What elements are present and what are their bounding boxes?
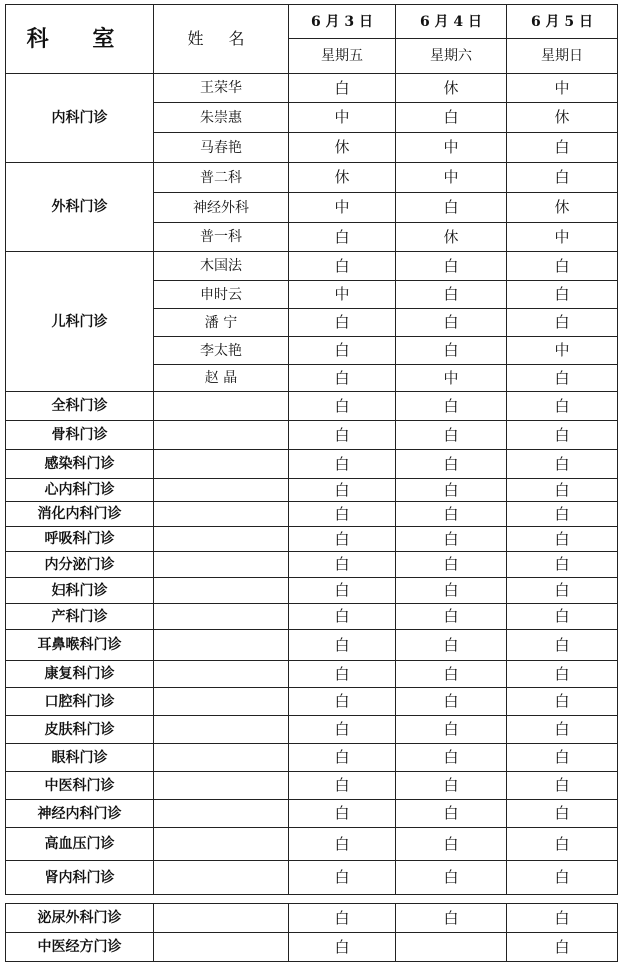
staff-name-cell [154,744,289,772]
department-cell: 中医经方门诊 [6,933,154,962]
department-cell: 产科门诊 [6,604,154,630]
schedule-body [6,5,618,895]
department-cell: 骨科门诊 [6,421,154,450]
table-row [6,828,618,861]
shift-cell: 白 [507,688,618,716]
staff-name-cell [154,502,289,527]
department-cell: 全科门诊 [6,392,154,421]
department-cell: 中医科门诊 [6,772,154,800]
staff-name-cell [154,421,289,450]
shift-cell: 白 [289,861,396,895]
shift-cell: 白 [507,365,618,392]
table-row [6,502,618,527]
staff-name-cell [154,716,289,744]
shift-cell: 白 [396,309,507,337]
dept-column-header: 科 室 [6,5,154,74]
department-cell: 耳鼻喉科门诊 [6,630,154,661]
staff-name-cell [154,630,289,661]
staff-name-cell [154,933,289,962]
staff-name-cell [154,552,289,578]
shift-cell: 白 [289,604,396,630]
table-row [6,604,618,630]
shift-cell: 白 [507,661,618,688]
staff-name-cell: 申时云 [154,281,289,309]
department-cell: 感染科门诊 [6,450,154,479]
shift-cell: 白 [507,450,618,479]
weekday-header: 星期六 [396,39,507,74]
shift-cell: 休 [396,223,507,252]
shift-cell: 白 [289,421,396,450]
department-cell: 消化内科门诊 [6,502,154,527]
shift-cell: 白 [396,744,507,772]
department-cell: 高血压门诊 [6,828,154,861]
shift-cell: 白 [396,450,507,479]
shift-cell: 白 [396,861,507,895]
shift-cell: 白 [289,527,396,552]
shift-cell: 白 [289,933,396,962]
shift-cell: 白 [396,421,507,450]
staff-name-cell: 王荣华 [154,74,289,103]
shift-cell: 中 [289,193,396,223]
shift-cell: 中 [396,163,507,193]
table-row [6,904,618,933]
weekday-header: 星期五 [289,39,396,74]
shift-cell: 白 [289,661,396,688]
shift-cell: 白 [289,337,396,365]
table-row [6,74,618,103]
shift-cell: 休 [289,163,396,193]
shift-cell: 白 [396,800,507,828]
table-row [6,421,618,450]
shift-cell: 白 [396,688,507,716]
shift-cell: 中 [289,103,396,133]
shift-cell: 中 [396,133,507,163]
department-cell: 儿科门诊 [6,252,154,392]
shift-cell: 白 [507,133,618,163]
department-cell: 肾内科门诊 [6,861,154,895]
shift-cell: 白 [396,604,507,630]
shift-cell: 白 [507,630,618,661]
shift-cell: 白 [507,800,618,828]
staff-name-cell: 普二科 [154,163,289,193]
shift-cell: 白 [396,392,507,421]
shift-cell: 白 [289,309,396,337]
shift-cell: 白 [507,421,618,450]
schedule-sheet [5,4,617,962]
table-row [6,392,618,421]
shift-cell: 白 [289,688,396,716]
table-row [6,163,618,193]
table-row [6,661,618,688]
shift-cell: 白 [289,392,396,421]
staff-name-cell [154,772,289,800]
shift-cell: 白 [507,163,618,193]
table-row [6,479,618,502]
department-cell: 康复科门诊 [6,661,154,688]
department-cell: 皮肤科门诊 [6,716,154,744]
shift-cell: 白 [289,223,396,252]
staff-name-cell [154,688,289,716]
shift-cell: 中 [507,337,618,365]
shift-cell: 白 [289,744,396,772]
table-row [6,800,618,828]
department-cell: 心内科门诊 [6,479,154,502]
staff-name-cell [154,578,289,604]
shift-cell: 白 [507,281,618,309]
shift-cell: 中 [289,281,396,309]
shift-cell: 中 [396,365,507,392]
shift-cell: 白 [507,861,618,895]
table-row [6,578,618,604]
table-gap [5,895,617,903]
shift-cell: 白 [396,479,507,502]
shift-cell: 白 [507,933,618,962]
shift-cell: 白 [289,630,396,661]
duty-schedule-table-bottom [5,903,618,962]
table-row [6,630,618,661]
staff-name-cell [154,527,289,552]
header-row-dates [6,5,618,39]
shift-cell: 白 [507,604,618,630]
department-cell: 口腔科门诊 [6,688,154,716]
table-row [6,861,618,895]
shift-cell: 白 [507,772,618,800]
shift-cell [396,933,507,962]
shift-cell: 白 [507,479,618,502]
staff-name-cell: 木国法 [154,252,289,281]
shift-cell: 白 [507,502,618,527]
staff-name-cell [154,479,289,502]
shift-cell: 白 [507,828,618,861]
shift-cell: 白 [507,309,618,337]
shift-cell: 白 [507,578,618,604]
staff-name-cell: 李太艳 [154,337,289,365]
shift-cell: 休 [507,103,618,133]
department-cell: 内科门诊 [6,74,154,163]
shift-cell: 白 [289,828,396,861]
staff-name-cell [154,904,289,933]
schedule-body-bottom [6,904,618,962]
shift-cell: 白 [396,252,507,281]
shift-cell: 白 [396,630,507,661]
shift-cell: 白 [289,502,396,527]
department-cell: 呼吸科门诊 [6,527,154,552]
staff-name-cell [154,661,289,688]
shift-cell: 白 [507,392,618,421]
shift-cell: 白 [396,281,507,309]
department-cell: 内分泌门诊 [6,552,154,578]
staff-name-cell: 朱崇惠 [154,103,289,133]
shift-cell: 中 [507,223,618,252]
shift-cell: 白 [396,828,507,861]
shift-cell: 白 [396,578,507,604]
weekday-header: 星期日 [507,39,618,74]
staff-name-cell [154,828,289,861]
date-header: 6 月 5 日 [507,5,618,39]
shift-cell: 白 [396,103,507,133]
shift-cell: 白 [396,552,507,578]
shift-cell: 白 [289,74,396,103]
shift-cell: 白 [289,904,396,933]
shift-cell: 休 [289,133,396,163]
shift-cell: 白 [289,552,396,578]
table-row [6,744,618,772]
staff-name-cell: 普一科 [154,223,289,252]
shift-cell: 白 [396,772,507,800]
shift-cell: 中 [507,74,618,103]
table-row [6,252,618,281]
shift-cell: 白 [289,772,396,800]
date-header: 6 月 3 日 [289,5,396,39]
table-row [6,450,618,479]
staff-name-cell: 赵 晶 [154,365,289,392]
shift-cell: 白 [507,527,618,552]
shift-cell: 休 [507,193,618,223]
shift-cell: 白 [507,252,618,281]
shift-cell: 白 [289,716,396,744]
shift-cell: 白 [396,716,507,744]
shift-cell: 白 [289,578,396,604]
staff-name-cell [154,800,289,828]
staff-name-cell: 潘 宁 [154,309,289,337]
table-row [6,933,618,962]
shift-cell: 白 [396,661,507,688]
shift-cell: 白 [396,502,507,527]
department-cell: 泌尿外科门诊 [6,904,154,933]
department-cell: 外科门诊 [6,163,154,252]
shift-cell: 白 [396,193,507,223]
table-row [6,527,618,552]
table-row [6,716,618,744]
department-cell: 妇科门诊 [6,578,154,604]
duty-schedule-table [5,4,618,895]
staff-name-cell: 马春艳 [154,133,289,163]
shift-cell: 白 [289,365,396,392]
staff-name-cell [154,392,289,421]
shift-cell: 白 [507,744,618,772]
staff-name-cell [154,861,289,895]
table-row [6,772,618,800]
shift-cell: 白 [507,552,618,578]
name-column-header: 姓 名 [154,5,289,74]
shift-cell: 白 [396,527,507,552]
table-row [6,688,618,716]
shift-cell: 白 [289,479,396,502]
shift-cell: 白 [507,904,618,933]
date-header: 6 月 4 日 [396,5,507,39]
shift-cell: 白 [396,904,507,933]
staff-name-cell: 神经外科 [154,193,289,223]
shift-cell: 白 [507,716,618,744]
staff-name-cell [154,450,289,479]
shift-cell: 白 [289,450,396,479]
shift-cell: 白 [289,252,396,281]
department-cell: 眼科门诊 [6,744,154,772]
shift-cell: 白 [396,337,507,365]
shift-cell: 白 [289,800,396,828]
department-cell: 神经内科门诊 [6,800,154,828]
table-row [6,552,618,578]
shift-cell: 休 [396,74,507,103]
staff-name-cell [154,604,289,630]
